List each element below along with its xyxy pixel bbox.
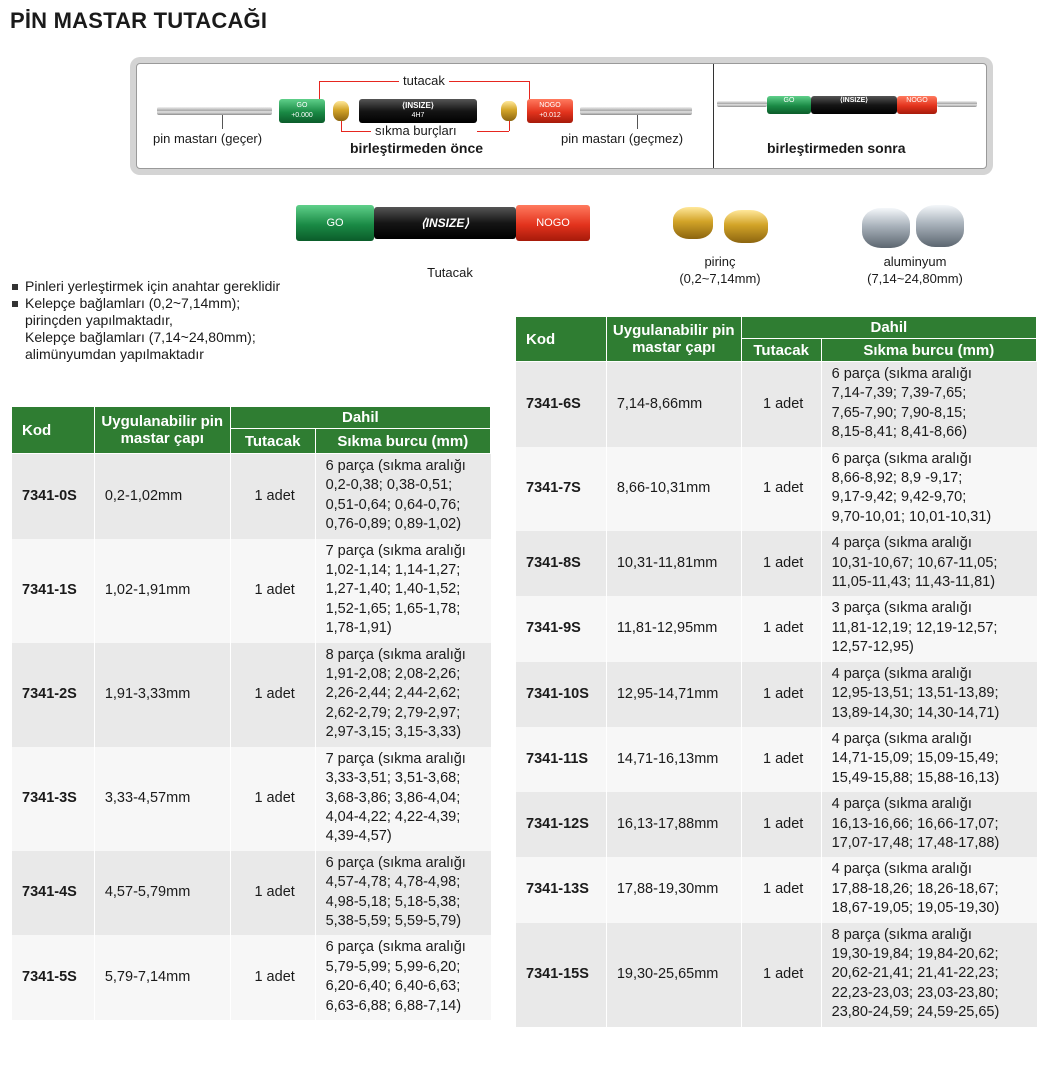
cell-sikma: 4 parça (sıkma aralığı 12,95-13,51; 13,51-13,89; 13,89-14,30; 14,30-14,71)	[821, 662, 1036, 727]
aluminum-bushing-image-2	[916, 205, 964, 247]
cell-kod: 7341-15S	[516, 923, 607, 1027]
header-cap: Uygulanabilir pin mastar çapı	[94, 407, 230, 454]
cell-cap: 7,14-8,66mm	[606, 362, 741, 447]
header-sikma: Sıkma burcu (mm)	[315, 429, 490, 454]
cell-tutacak: 1 adet	[741, 792, 821, 857]
cell-sikma: 7 parça (sıkma aralığı 1,02-1,14; 1,14-1,27; 1,27-1,40; 1,40-1,52; 1,52-1,65; 1,65-1,78; 1,78-1,91)	[315, 539, 490, 643]
assembled-go-image: GO	[767, 96, 811, 114]
table-row	[516, 662, 1037, 727]
label-pin-gecmez: pin mastarı (geçmez)	[561, 131, 684, 146]
notes-list	[12, 278, 280, 363]
aluminum-bushing-image-1	[862, 208, 910, 248]
header-tutacak: Tutacak	[741, 339, 821, 362]
right-table	[515, 316, 1037, 1027]
cell-sikma: 3 parça (sıkma aralığı 11,81-12,19; 12,19-12,57; 12,57-12,95)	[821, 596, 1036, 661]
table-row	[12, 935, 491, 1020]
cell-sikma: 8 parça (sıkma aralığı 19,30-19,84; 19,84-20,62; 20,62-21,41; 21,41-22,23; 22,23-23,03; 23,03-23,80; 23,80-24,59; 24,59-25,65)	[821, 923, 1036, 1027]
page-title: PİN MASTAR TUTACAĞI	[10, 8, 268, 33]
cell-kod: 7341-1S	[12, 539, 95, 643]
aluminum-caption: aluminyum (7,14~24,80mm)	[867, 254, 963, 286]
table-row	[516, 727, 1037, 792]
label-sikma-burclari: sıkma burçları	[375, 123, 457, 138]
table-row	[12, 454, 491, 539]
cell-tutacak: 1 adet	[741, 857, 821, 922]
table-row	[12, 851, 491, 936]
cell-kod: 7341-5S	[12, 935, 95, 1020]
cell-tutacak: 1 adet	[741, 362, 821, 447]
cell-tutacak: 1 adet	[741, 596, 821, 661]
label-before: birleştirmeden önce	[350, 140, 484, 156]
cell-tutacak: 1 adet	[230, 747, 315, 851]
cell-sikma: 4 parça (sıkma aralığı 14,71-15,09; 15,09-15,49; 15,49-15,88; 15,88-16,13)	[821, 727, 1036, 792]
holder-body: ⟨INSIZE⟩	[374, 207, 516, 239]
table-row	[516, 596, 1037, 661]
cell-tutacak: 1 adet	[741, 531, 821, 596]
cell-kod: 7341-0S	[12, 454, 95, 539]
cell-cap: 1,02-1,91mm	[94, 539, 230, 643]
cell-kod: 7341-3S	[12, 747, 95, 851]
cell-kod: 7341-6S	[516, 362, 607, 447]
header-sikma: Sıkma burcu (mm)	[821, 339, 1036, 362]
holder-image	[296, 205, 590, 241]
header-tutacak: Tutacak	[230, 429, 315, 454]
table-row	[516, 923, 1037, 1027]
left-table	[11, 406, 491, 1020]
holder-caption: Tutacak	[427, 265, 473, 280]
header-kod: Kod	[12, 407, 95, 454]
cell-tutacak: 1 adet	[230, 935, 315, 1020]
cell-cap: 16,13-17,88mm	[606, 792, 741, 857]
holder-go-end: GO	[296, 205, 374, 241]
cell-kod: 7341-9S	[516, 596, 607, 661]
pin-gauge-go-image	[157, 107, 272, 115]
cell-sikma: 4 parça (sıkma aralığı 10,31-10,67; 10,67-11,05; 11,05-11,43; 11,43-11,81)	[821, 531, 1036, 596]
brass-bushing-right-image	[501, 101, 517, 121]
cell-tutacak: 1 adet	[741, 923, 821, 1027]
nogo-end-image: NOGO +0.012	[527, 99, 573, 123]
pin-gauge-nogo-image	[580, 107, 692, 115]
table-row	[12, 747, 491, 851]
header-dahil: Dahil	[741, 317, 1036, 339]
table-row	[516, 792, 1037, 857]
brass-bushing-image-1	[673, 207, 713, 239]
header-kod: Kod	[516, 317, 607, 362]
cell-kod: 7341-12S	[516, 792, 607, 857]
table-row	[12, 539, 491, 643]
cell-cap: 10,31-11,81mm	[606, 531, 741, 596]
cell-kod: 7341-10S	[516, 662, 607, 727]
cell-kod: 7341-2S	[12, 643, 95, 747]
cell-cap: 5,79-7,14mm	[94, 935, 230, 1020]
cell-kod: 7341-7S	[516, 447, 607, 532]
cell-cap: 12,95-14,71mm	[606, 662, 741, 727]
cell-tutacak: 1 adet	[230, 643, 315, 747]
cell-cap: 19,30-25,65mm	[606, 923, 741, 1027]
assembled-pin-left-image	[717, 101, 767, 107]
cell-sikma: 6 parça (sıkma aralığı 0,2-0,38; 0,38-0,51; 0,51-0,64; 0,64-0,76; 0,76-0,89; 0,89-1,02)	[315, 454, 490, 539]
note-item: Pinleri yerleştirmek için anahtar gereklidir	[12, 278, 280, 295]
cell-cap: 1,91-3,33mm	[94, 643, 230, 747]
cell-sikma: 7 parça (sıkma aralığı 3,33-3,51; 3,51-3,68; 3,68-3,86; 3,86-4,04; 4,04-4,22; 4,22-4,39; 4,39-4,57)	[315, 747, 490, 851]
cell-tutacak: 1 adet	[230, 851, 315, 936]
table-row	[516, 362, 1037, 447]
cell-kod: 7341-8S	[516, 531, 607, 596]
holder-body-image: ⟨INSIZE⟩ 4H7	[359, 99, 477, 123]
label-tutacak: tutacak	[403, 73, 445, 88]
cell-tutacak: 1 adet	[741, 662, 821, 727]
assembled-nogo-image: NOGO	[897, 96, 937, 114]
brass-bushing-left-image	[333, 101, 349, 121]
cell-cap: 4,57-5,79mm	[94, 851, 230, 936]
cell-tutacak: 1 adet	[741, 727, 821, 792]
assembled-pin-right-image	[937, 101, 977, 107]
brass-caption: pirinç (0,2~7,14mm)	[679, 254, 761, 286]
note-item: Kelepçe bağlamları (0,2~7,14mm); pirinçden yapılmaktadır, Kelepçe bağlamları (7,14~24,80mm); alimünyumdan yapılmaktadır	[12, 295, 280, 363]
brass-bushing-image-2	[724, 210, 768, 243]
cell-tutacak: 1 adet	[230, 539, 315, 643]
label-pin-gecer: pin mastarı (geçer)	[153, 131, 263, 146]
cell-tutacak: 1 adet	[230, 454, 315, 539]
cell-cap: 0,2-1,02mm	[94, 454, 230, 539]
cell-tutacak: 1 adet	[741, 447, 821, 532]
cell-cap: 14,71-16,13mm	[606, 727, 741, 792]
table-row	[516, 447, 1037, 532]
table-row	[516, 531, 1037, 596]
table-row	[12, 643, 491, 747]
cell-cap: 17,88-19,30mm	[606, 857, 741, 922]
cell-kod: 7341-4S	[12, 851, 95, 936]
cell-sikma: 4 parça (sıkma aralığı 17,88-18,26; 18,26-18,67; 18,67-19,05; 19,05-19,30)	[821, 857, 1036, 922]
cell-sikma: 6 parça (sıkma aralığı 4,57-4,78; 4,78-4,98; 4,98-5,18; 5,18-5,38; 5,38-5,59; 5,59-5,79)	[315, 851, 490, 936]
go-end-image: GO +0.000	[279, 99, 325, 123]
diagram-divider	[713, 64, 714, 168]
header-dahil: Dahil	[230, 407, 490, 429]
cell-kod: 7341-11S	[516, 727, 607, 792]
cell-cap: 8,66-10,31mm	[606, 447, 741, 532]
assembly-diagram	[130, 57, 993, 175]
cell-sikma: 6 parça (sıkma aralığı 7,14-7,39; 7,39-7,65; 7,65-7,90; 7,90-8,15; 8,15-8,41; 8,41-8,66)	[821, 362, 1036, 447]
holder-nogo-end: NOGO	[516, 205, 590, 241]
cell-kod: 7341-13S	[516, 857, 607, 922]
label-after: birleştirmeden sonra	[767, 140, 906, 156]
cell-cap: 3,33-4,57mm	[94, 747, 230, 851]
cell-sikma: 4 parça (sıkma aralığı 16,13-16,66; 16,66-17,07; 17,07-17,48; 17,48-17,88)	[821, 792, 1036, 857]
cell-sikma: 6 parça (sıkma aralığı 8,66-8,92; 8,9 -9,17; 9,17-9,42; 9,42-9,70; 9,70-10,01; 10,01-10,31)	[821, 447, 1036, 532]
table-row	[516, 857, 1037, 922]
cell-cap: 11,81-12,95mm	[606, 596, 741, 661]
cell-sikma: 6 parça (sıkma aralığı 5,79-5,99; 5,99-6,20; 6,20-6,40; 6,40-6,63; 6,63-6,88; 6,88-7,14)	[315, 935, 490, 1020]
header-cap: Uygulanabilir pin mastar çapı	[606, 317, 741, 362]
cell-sikma: 8 parça (sıkma aralığı 1,91-2,08; 2,08-2,26; 2,26-2,44; 2,44-2,62; 2,62-2,79; 2,79-2,97; 2,97-3,15; 3,15-3,33)	[315, 643, 490, 747]
assembled-holder-image: ⟨INSIZE⟩	[811, 96, 897, 114]
